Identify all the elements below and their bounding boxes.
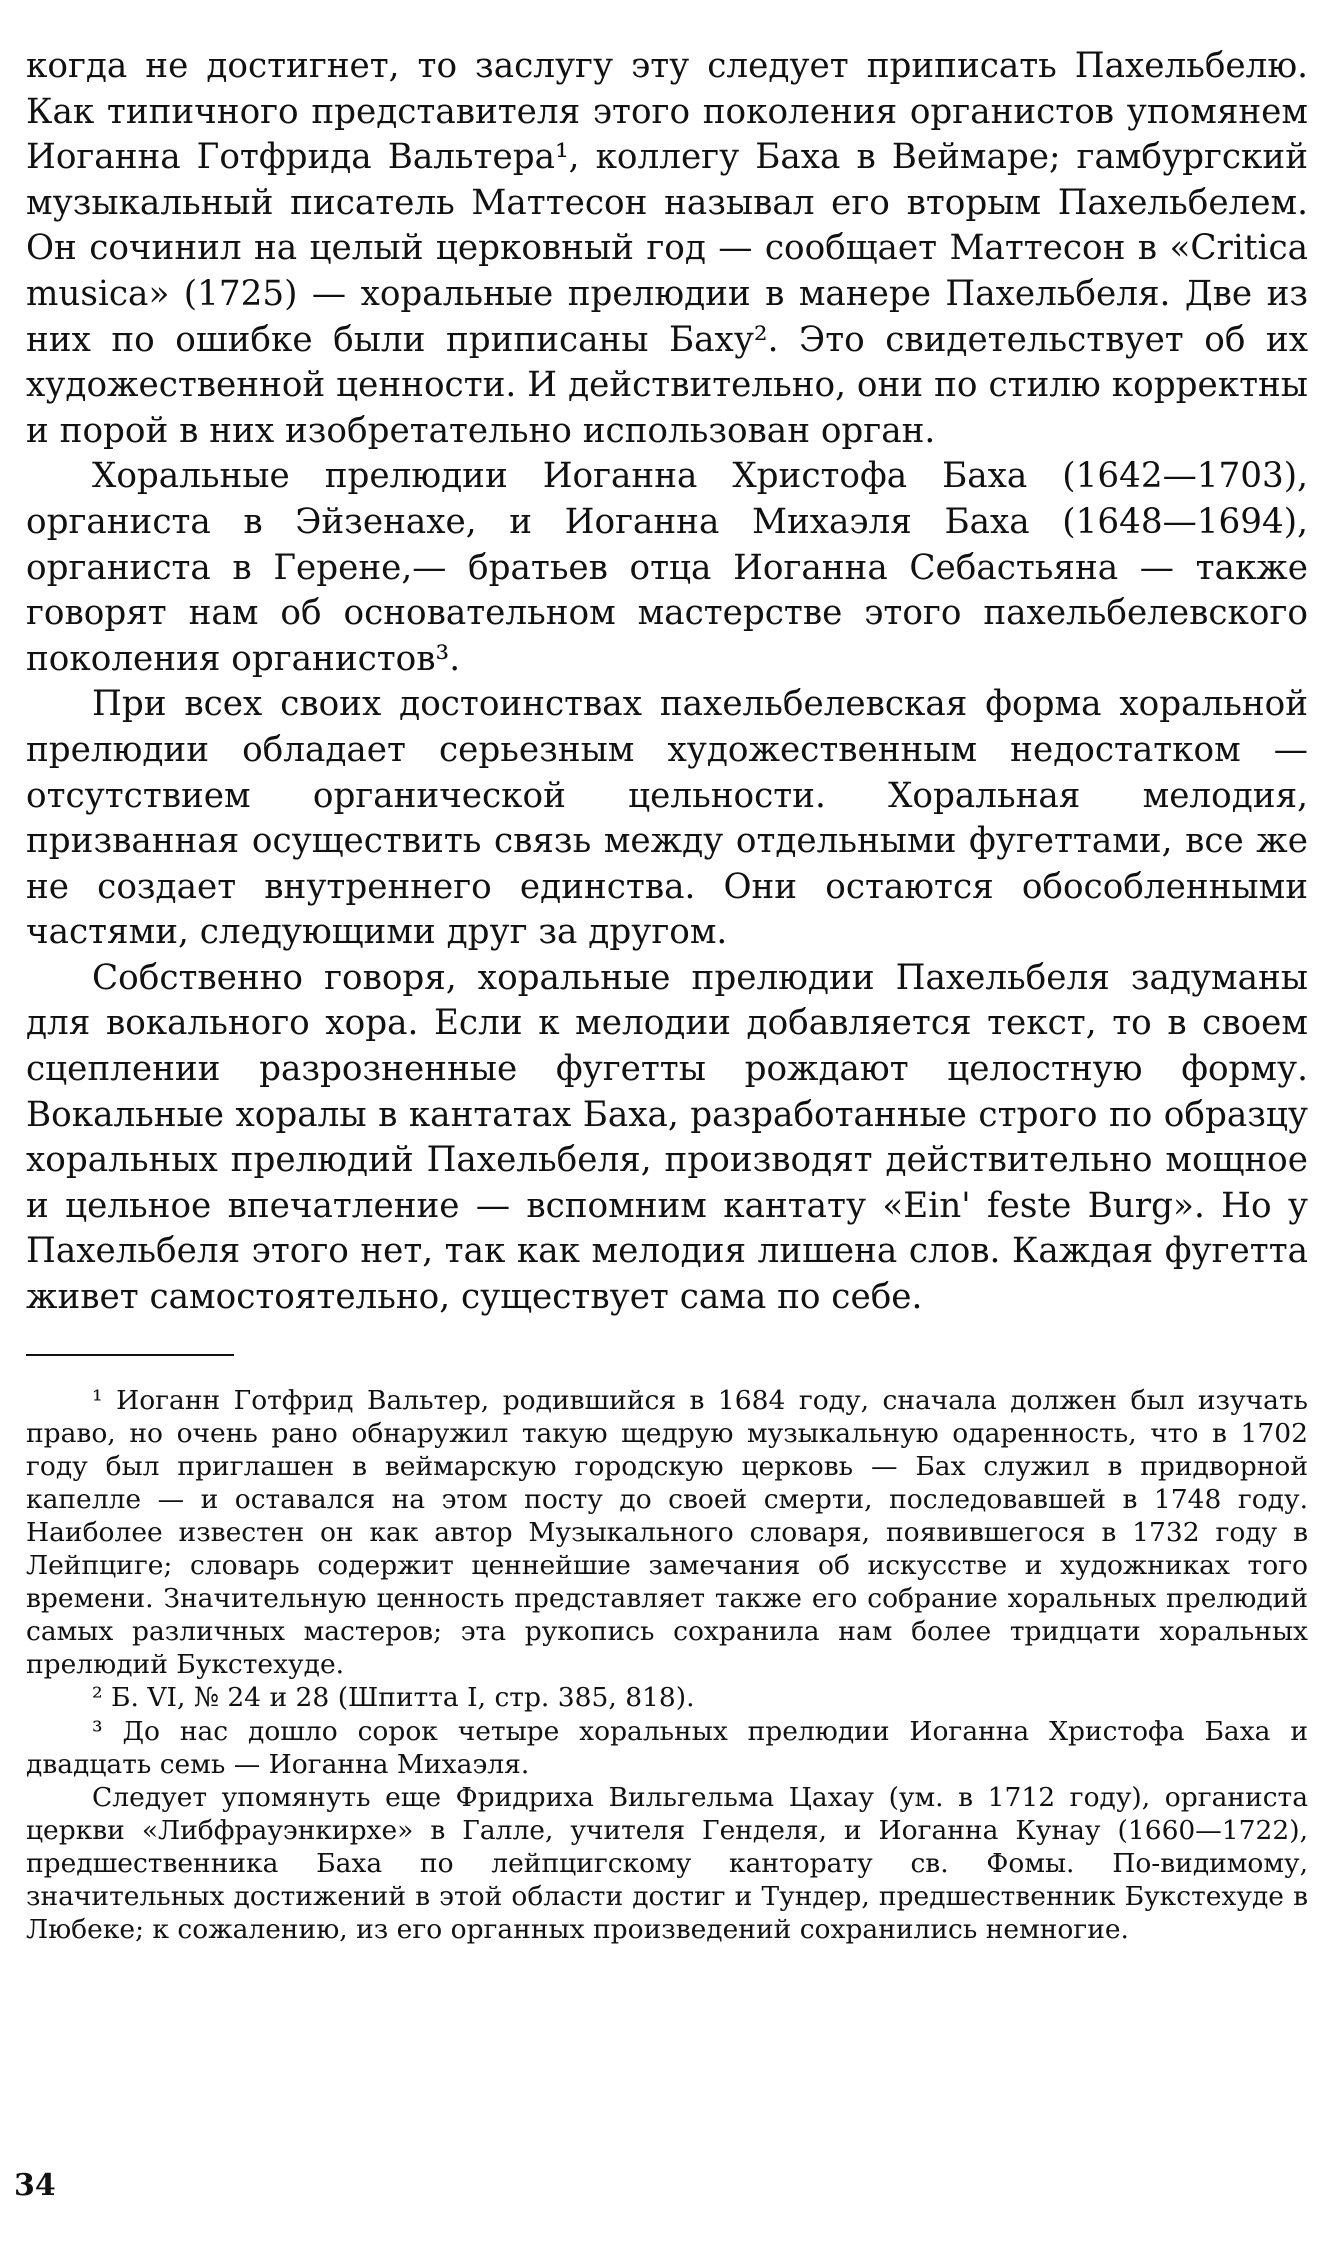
paragraph-4: Собственно говоря, хоральные прелюдии Пахельбеля задуманы для вокального хора. Если к мелодии добавляется текст, то в своем сцеплении разрозненные фугетты рождают целостную форму. Вокальные хоралы в кантатах Баха, разработанные строго по образцу хоральных прелюдий Пахельбеля, производят действительно мощное и цельное впечатление — вспомним кантату «Ein' feste Burg». Но у Пахельбеля этого нет, так как мелодия лишена слов. Каждая фугетта живет самостоятельно, существует сама по себе. — [26, 957, 1308, 1318]
page-number: 34 — [14, 2168, 56, 2203]
paragraph-1: когда не достигнет, то заслугу эту следует приписать Пахельбелю. Как типичного представителя этого поколения органистов упомянем Иоганна Готфрида Вальтера¹, коллегу Баха в Веймаре; гамбургский музыкальный писатель Маттесон называл его вторым Пахельбелем. Он сочинил на целый церковный год — сообщает Маттесон в «Critica musica» (1725) — хоральные прелюдии в манере Пахельбеля. Две из них по ошибке были приписаны Баху². Это свидетельствует об их художественной ценности. И действительно, они по стилю корректны и порой в них изобретательно использован орган. — [26, 46, 1308, 451]
footnote-2: ² Б. VI, № 24 и 28 (Шпитта I, стр. 385, 818). — [92, 1682, 695, 1714]
paragraph-2: Хоральные прелюдии Иоганна Христофа Баха (1642—1703), органиста в Эйзенахе, и Иоганна Михаэля Баха (1648—1694), органиста в Герене,— братьев отца Иоганна Себастьяна — также говорят нам об основательном мастерстве этого пахельбелевского поколения органистов³. — [26, 456, 1308, 679]
footnotes — [26, 1384, 1308, 1947]
footnote-divider — [26, 1354, 234, 1356]
page-content — [26, 44, 1308, 1946]
footnote-3: ³ До нас дошло сорок четыре хоральных прелюдии Иоганна Христофа Баха и двадцать семь — Иоганна Михаэля. — [26, 1715, 1308, 1780]
footnote-1: ¹ Иоганн Готфрид Вальтер, родившийся в 1684 году, сначала должен был изучать право, но очень рано обнаружил такую щедрую музыкальную одаренность, что в 1702 году был приглашен в веймарскую городскую церковь — Бах служил в придворной капелле — и оставался на этом посту до своей смерти, последовавшей в 1748 году. Наиболее известен он как автор Музыкального словаря, появившегося в 1732 году в Лейпциге; словарь содержит ценнейшие замечания об искусстве и художниках того времени. Значительную ценность представляет также его собрание хоральных прелюдий самых различных мастеров; эта рукопись сохранила нам более тридцати хоральных прелюдий Букстехуде. — [26, 1384, 1308, 1681]
footnote-3-continuation: Следует упомянуть еще Фридриха Вильгельма Цахау (ум. в 1712 году), органиста церкви «Либфрауэнкирхе» в Галле, учителя Генделя, и Иоганна Кунау (1660—1722), предшественника Баха по лейпцигскому канторату св. Фомы. По-видимому, значительных достижений в этой области достиг и Тундер, предшественник Букстехуде в Любеке; к сожалению, из его органных произведений сохранились немногие. — [26, 1781, 1308, 1946]
paragraph-3: При всех своих достоинствах пахельбелевская форма хоральной прелюдии обладает серьезным художественным недостатком — отсутствием органической цельности. Хоральная мелодия, призванная осуществить связь между отдельными фугеттами, все же не создает внутреннего единства. Они остаются обособленными частями, следующими друг за другом. — [26, 684, 1308, 953]
body-text — [26, 44, 1308, 1321]
